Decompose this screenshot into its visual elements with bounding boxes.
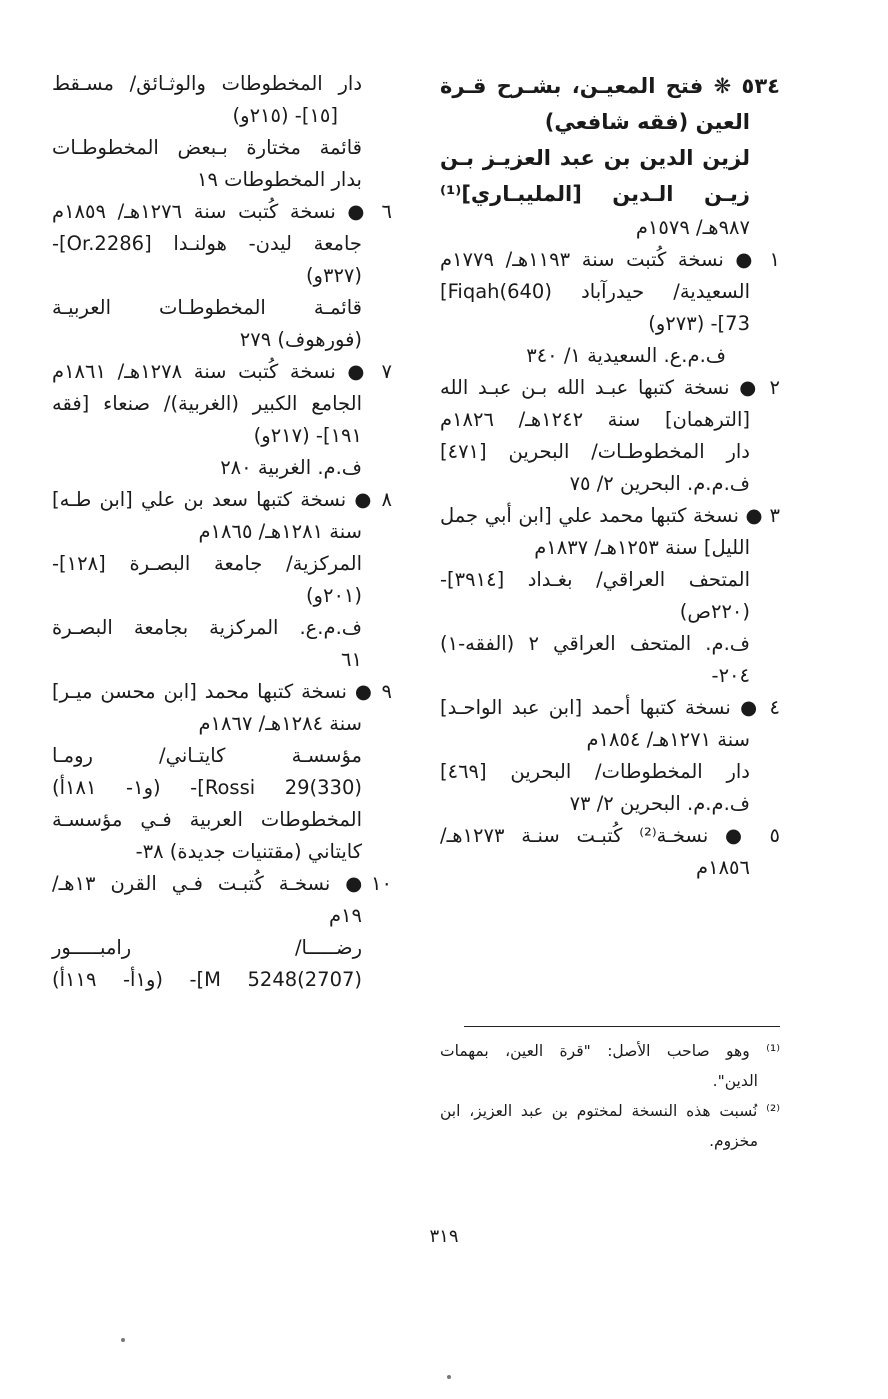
right_column-line: ف.م.ع. السعيدية ١/ ٣٤٠ (526, 344, 726, 367)
footnotes-line: مخزوم. (709, 1132, 758, 1150)
right_column-line: [الترهمان] سنة ١٢٤٢هـ/ ١٨٢٦م (440, 408, 750, 431)
right_column-line: العين (فقه شافعي) (544, 110, 750, 134)
right_column-line: (٢٢٠ص) (679, 600, 750, 623)
left_column-line: M 5248(2707)]- (و١أ- ١١٩أ) (52, 968, 362, 991)
left_column-line: مؤسسـة كايتـاني/ رومـا (52, 744, 362, 767)
left_column-line: ١٩م (328, 904, 362, 927)
left_column-line: (فورهوف) ٢٧٩ (239, 328, 362, 351)
left_column-line: ٦ ● نسخة كُتبت سنة ١٢٧٦هـ/ ١٨٥٩م (52, 200, 393, 223)
left_column-line: (٢٠١و) (305, 584, 362, 607)
footnotes-line: الدين". (712, 1072, 758, 1090)
scan-speck (121, 1338, 125, 1342)
left_column-line: سنة ١٢٨١هـ/ ١٨٦٥م (198, 520, 362, 543)
right_column-line: ٤ ● نسخة كتبها أحمد [ابن عبد الواحـد] (440, 696, 780, 719)
left_column-line: ف.م. الغربية ٢٨٠ (220, 456, 362, 479)
right_column-line: 73]- (٢٧٣و) (648, 312, 750, 335)
left_column-line: قائمـة المخطوطـات العربيـة (52, 296, 362, 319)
left_column-line: ١٠● نسخـة كُتبـت فـي القرن ١٣هـ/ (52, 872, 392, 895)
left_column-line: المركزية/ جامعة البصـرة [١٢٨]- (52, 552, 362, 575)
footnote-separator (464, 1026, 780, 1027)
right_column-line: دار المخطوطات/ البحرين [٤٦٩] (440, 760, 750, 783)
right_column-line: ٣ ● نسخة كتبها محمد علي [ابن أبي جمل (440, 504, 780, 527)
left_column-line: ١٩١]- (٢١٧و) (253, 424, 362, 447)
right_column-line: ٢٠٤- (711, 664, 750, 687)
right_column-line: سنة ١٢٧١هـ/ ١٨٥٤م (586, 728, 750, 751)
right_column-line: دار المخطوطـات/ البحرين [٤٧١] (440, 440, 750, 463)
right_column-line: المتحف العراقي/ بغـداد [٣٩١٤]- (440, 568, 750, 591)
left_column-line: (٣٢٧و) (305, 264, 362, 287)
right_column-line: ف.م.م. البحرين ٢/ ٧٣ (569, 792, 750, 815)
right_column-line: ٥٣٤ ❋ فتح المعيـن، بشـرح قـرة (440, 74, 780, 98)
left_column-line: قائمة مختارة بـبعض المخطوطـات (52, 136, 362, 159)
right_column-line: ١٨٥٦م (696, 856, 750, 879)
right_column-line: لزين الدين بن عبد العزيـز بـن (440, 146, 750, 170)
left_column-line: Rossi 29(330)]- (و١- ١٨١أ) (52, 776, 362, 799)
page-number: ٣١٩ (429, 1226, 459, 1247)
right_column-line: زيـن الـدين [المليبـاري]⁽¹⁾ (440, 182, 750, 206)
left-column (52, 68, 392, 996)
right_column-line: السعيدية/ حيدرآباد Fiqah(640)] (440, 280, 750, 303)
left_column-line: المخطوطات العربية فـي مؤسسـة (52, 808, 362, 831)
left_column-line: ف.م.ع. المركزية بجامعة البصـرة (52, 616, 362, 639)
left_column-line: دار المخطوطات والوثـائق/ مسـقط (52, 72, 362, 95)
right_column-line: ٢ ● نسخة كتبها عبـد الله بـن عبـد الله (440, 376, 780, 399)
left_column-line: ٨ ● نسخة كتبها سعد بن علي [ابن طـه] (52, 488, 392, 511)
left_column-line: [١٥]- (٢١٥و) (232, 104, 338, 127)
left_column-line: بدار المخطوطات ١٩ (197, 168, 362, 191)
right_column-line: ف.م. المتحف العراقي ٢ (الفقه-١) (440, 632, 750, 655)
right_column-line: الليل] سنة ١٢٥٣هـ/ ١٨٣٧م (534, 536, 750, 559)
left_column-line: سنة ١٢٨٤هـ/ ١٨٦٧م (198, 712, 362, 735)
scan-speck (447, 1375, 451, 1379)
right_column-line: ٥ ● نسخـة⁽²⁾ كُتبـت سنـة ١٢٧٣هـ/ (440, 824, 780, 847)
left_column-line: ٦١ (341, 648, 362, 671)
right_column-line: ٩٨٧هـ/ ١٥٧٩م (635, 216, 750, 239)
left_column-line: ٧ ● نسخة كُتبت سنة ١٢٧٨هـ/ ١٨٦١م (52, 360, 393, 383)
left_column-line: ٩ ● نسخة كتبها محمد [ابن محسن ميـر] (52, 680, 392, 703)
left_column-line: رضـــــا/ رامبـــــور (52, 936, 362, 959)
left_column-line: كايتاني (مقتنيات جديدة) ٣٨- (135, 840, 362, 863)
left_column-line: جامعة ليدن- هولنـدا [Or.2286]- (52, 232, 362, 255)
right_column-line: ف.م.م. البحرين ٢/ ٧٥ (569, 472, 750, 495)
footnotes-line: ⁽²⁾ نُسبت هذه النسخة لمختوم بن عبد العزيز، ابن (440, 1102, 780, 1120)
right_column-line: ١ ● نسخة كُتبت سنة ١١٩٣هـ/ ١٧٧٩م (440, 248, 781, 271)
left_column-line: الجامع الكبير (الغربية)/ صنعاء [فقه (52, 392, 362, 415)
footnotes-line: ⁽¹⁾ وهو صاحب الأصل: "قرة العين، بمهمات (440, 1042, 780, 1060)
right-column (440, 68, 780, 884)
footnotes (440, 1036, 780, 1156)
